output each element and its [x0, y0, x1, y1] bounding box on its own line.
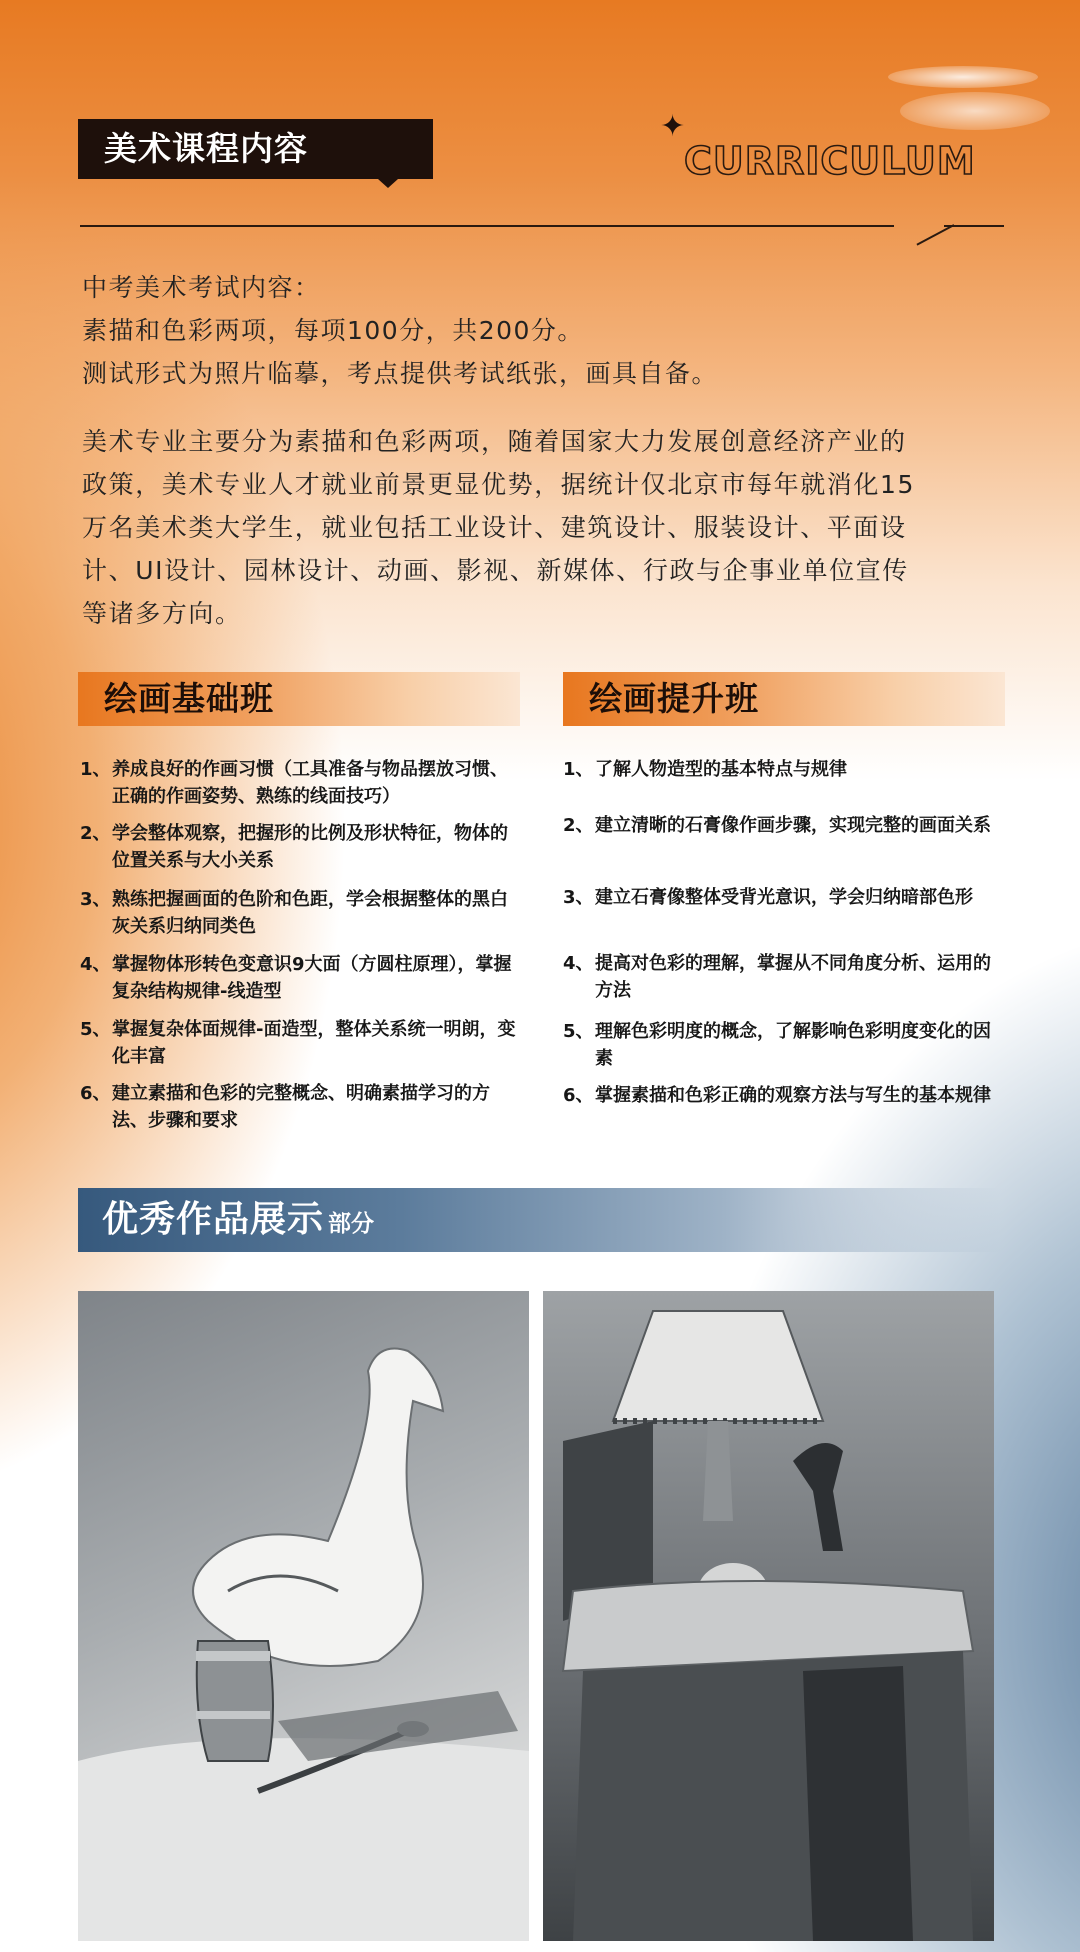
list-item [563, 1018, 1003, 1072]
item-text: 养成良好的作画习惯（工具准备与物品摆放习惯、正确的作画姿势、熟练的线面技巧） [112, 759, 508, 807]
description-line: 美术专业主要分为素描和色彩两项，随着国家大力发展创意经济产业的 [82, 427, 907, 456]
basic-class-title: 绘画基础班 [78, 672, 520, 726]
item-text: 建立清晰的石膏像作画步骤，实现完整的画面关系 [595, 815, 991, 836]
divider-slash [916, 224, 954, 245]
list-item [563, 1082, 1003, 1109]
list-item [80, 756, 520, 810]
list-item [563, 884, 1003, 911]
item-text: 掌握物体形转色变意识9大面（方圆柱原理），掌握复杂结构规律-线造型 [112, 954, 512, 1002]
exam-intro [82, 266, 1012, 395]
item-number: 3、 [80, 889, 111, 910]
list-item [563, 812, 1003, 839]
item-number: 5、 [563, 1021, 594, 1042]
description-line: 政策，美术专业人才就业前景更显优势，据统计仅北京市每年就消化15 [82, 470, 916, 499]
advanced-class-title: 绘画提升班 [563, 672, 1005, 726]
intro-line: 素描和色彩两项，每项100分，共200分。 [82, 316, 584, 345]
list-item [80, 886, 520, 940]
item-number: 6、 [80, 1083, 111, 1104]
item-text: 熟练把握画面的色阶和色距，学会根据整体的黑白灰关系归纳同类色 [112, 889, 508, 937]
title-notch [378, 179, 398, 188]
basic-class-list [80, 756, 520, 1156]
works-subtitle: 部分 [328, 1211, 375, 1237]
item-text: 建立素描和色彩的完整概念、明确素描学习的方法、步骤和要求 [112, 1083, 490, 1131]
item-number: 1、 [80, 759, 111, 780]
item-text: 提高对色彩的理解，掌握从不同角度分析、运用的方法 [595, 953, 991, 1001]
goose-sketch [78, 1291, 529, 1941]
description-line: 计、UI设计、园林设计、动画、影视、新媒体、行政与企事业单位宣传 [82, 556, 909, 585]
item-text: 了解人物造型的基本特点与规律 [595, 759, 847, 780]
item-number: 6、 [563, 1085, 594, 1106]
item-number: 2、 [563, 815, 594, 836]
section-title: 美术课程内容 [78, 119, 433, 179]
divider-segment [944, 225, 1004, 227]
list-item [563, 950, 1003, 1004]
artwork-goose-still-life [78, 1291, 529, 1941]
advanced-class-list [563, 756, 1003, 1156]
list-item [80, 1016, 520, 1070]
light-glow [888, 66, 1038, 88]
list-item [80, 820, 520, 874]
intro-line: 测试形式为照片临摹，考点提供考试纸张，画具自备。 [82, 359, 719, 388]
list-item [80, 1080, 520, 1134]
works-title: 优秀作品展示 [102, 1199, 325, 1240]
curriculum-wordmark: CURRICULUM [684, 139, 976, 183]
item-text: 学会整体观察，把握形的比例及形状特征，物体的位置关系与大小关系 [112, 823, 508, 871]
divider-line [80, 225, 894, 227]
list-item [563, 756, 1003, 783]
item-number: 1、 [563, 759, 594, 780]
lamp-sketch [543, 1291, 994, 1941]
description-line: 等诸多方向。 [82, 599, 242, 628]
item-number: 4、 [563, 953, 594, 974]
major-description [82, 420, 1012, 635]
item-text: 掌握复杂体面规律-面造型，整体关系统一明朗，变化丰富 [112, 1019, 516, 1067]
intro-line: 中考美术考试内容： [82, 273, 321, 302]
sparkle-icon: ✦ [660, 109, 686, 144]
item-number: 5、 [80, 1019, 111, 1040]
item-number: 4、 [80, 954, 111, 975]
item-text: 理解色彩明度的概念，了解影响色彩明度变化的因素 [595, 1021, 991, 1069]
list-item [80, 951, 520, 1005]
item-number: 2、 [80, 823, 111, 844]
item-text: 建立石膏像整体受背光意识，学会归纳暗部色形 [595, 887, 973, 908]
artwork-lamp-still-life [543, 1291, 994, 1941]
light-glow [900, 92, 1050, 130]
item-text: 掌握素描和色彩正确的观察方法与写生的基本规律 [595, 1085, 991, 1106]
item-number: 3、 [563, 887, 594, 908]
works-banner [78, 1188, 1002, 1252]
description-line: 万名美术类大学生，就业包括工业设计、建筑设计、服装设计、平面设 [82, 513, 907, 542]
